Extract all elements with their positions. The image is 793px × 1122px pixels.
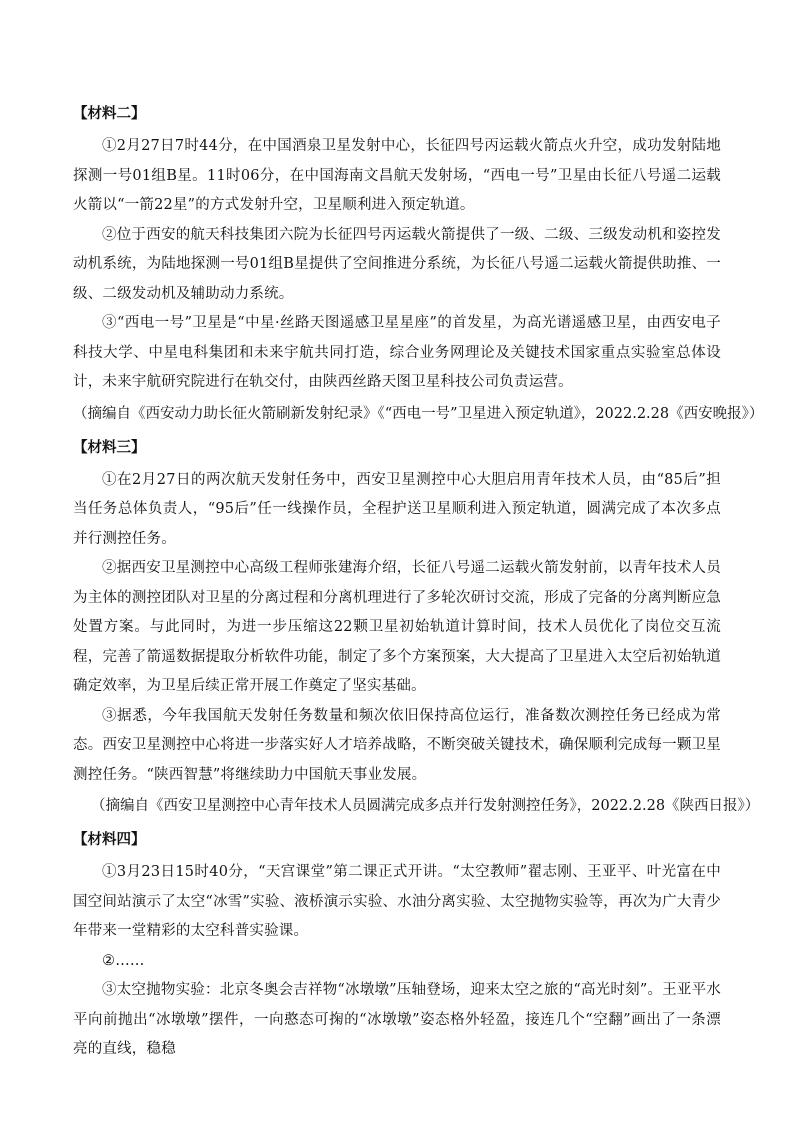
section-material-4 — [73, 822, 721, 1065]
section-heading: 【材料四】 — [73, 831, 146, 848]
paragraph: ①在2月27日的两次航天发射任务中，西安卫星测控中心大胆启用青年技术人员，由“85后”担当任务总体负责人，“95后”任一线操作员，全程护送卫星顺利进入预定轨道，圆满完成了本次多点并行测控任务。 — [73, 471, 721, 547]
document-content — [73, 96, 764, 1065]
section-heading: 【材料三】 — [73, 438, 146, 456]
source-citation: （摘编自《西安动力助长征火箭刷新发射纪录》《“西电一号”卫星进入预定轨道》，2022.2.28《西安晚报》） — [73, 405, 764, 422]
source-citation: （摘编自《西安卫星测控中心青年技术人员圆满完成多点并行发射测控任务》，2022.2.28《陕西日报》） — [91, 798, 760, 814]
paragraph: ③“西电一号”卫星是“中星·丝路天图遥感卫星星座”的首发星，为高光谱遥感卫星，由西安电子科技大学、中星电科集团和未来宇航共同打造，综合业务网理论及关键技术国家重点实验室总体设计，未来宇航研究院进行在轨交付，由陕西丝路天图卫星科技公司负责运营。 — [73, 315, 721, 390]
paragraph: ③据悉，今年我国航天发射任务数量和频次依旧保持高位运行，准备数次测控任务已经成为常态。西安卫星测控中心将进一步落实好人才培养战略，不断突破关键技术，确保顺利完成每一颗卫星测控任务。“陕西智慧”将继续助力中国航天事业发展。 — [73, 707, 721, 783]
paragraph: ②据西安卫星测控中心高级工程师张建海介绍，长征八号遥二运载火箭发射前，以青年技术人员为主体的测控团队对卫星的分离过程和分离机理进行了多轮次研讨交流，形成了完备的分离判断应急处置方案。与此同时，为进一步压缩这22颗卫星初始轨道计算时间，技术人员优化了岗位交互流程，完善了箭遥数据提取分析软件功能，制定了多个方案预案，大大提高了卫星进入太空后初始轨道确定效率，为卫星后续正常开展工作奠定了坚实基础。 — [73, 560, 721, 694]
paragraph: ①3月23日15时40分，“天宫课堂”第二课正式开讲。“太空教师”翟志刚、王亚平、叶光富在中国空间站演示了太空“冰雪”实验、液桥演示实验、水油分离实验、太空抛物实验等，再次为广大青少年带来一堂精彩的太空科普实验课。 — [73, 864, 721, 939]
section-material-3 — [73, 430, 760, 823]
section-heading: 【材料二】 — [73, 105, 146, 122]
paragraph: ②…… — [102, 952, 145, 969]
paragraph: ③太空抛物实验：北京冬奥会吉祥物“冰墩墩”压轴登场，迎来太空之旅的“高光时刻”。王亚平水平向前抛出“冰墩墩”摆件，一向憨态可掬的“冰墩墩”姿态格外轻盈，接连几个“空翻”画出了一条漂亮的直线，稳稳 — [73, 982, 721, 1057]
paragraph: ②位于西安的航天科技集团六院为长征四号丙运载火箭提供了一级、二级、三级发动机和姿控发动机系统，为陆地探测一号01组B星提供了空间推进分系统，为长征八号遥二运载火箭提供助推、一级、二级发动机及辅助动力系统。 — [73, 226, 721, 302]
section-material-2 — [73, 96, 764, 430]
paragraph: ①2月27日7时44分，在中国酒泉卫星发射中心，长征四号丙运载火箭点火升空，成功发射陆地探测一号01组B星。11时06分，在中国海南文昌航天发射场，“西电一号”卫星由长征八号遥二运载火箭以“一箭22星”的方式发射升空，卫星顺利进入预定轨道。 — [73, 138, 721, 213]
